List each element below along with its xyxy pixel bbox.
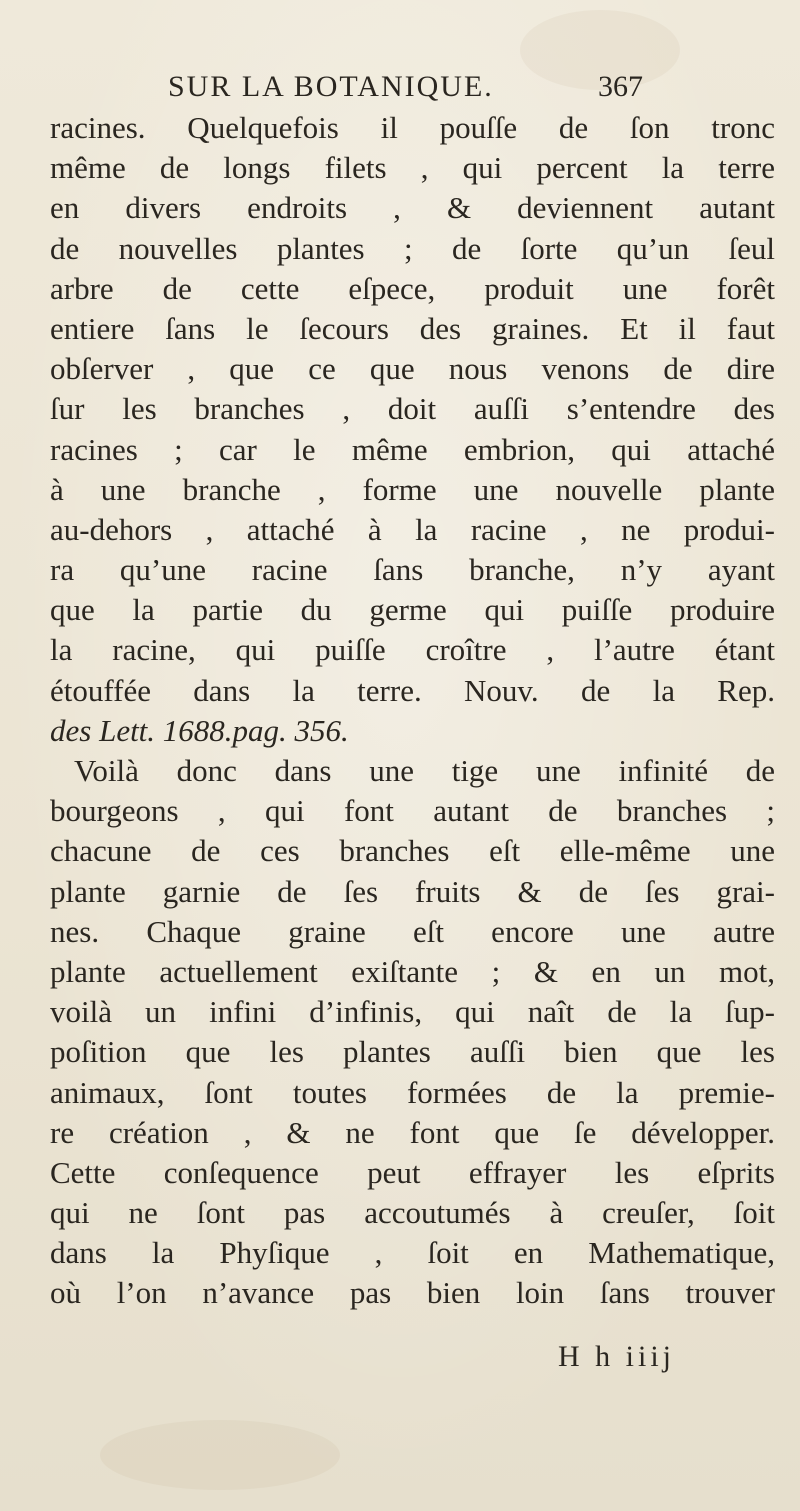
- text-line: ſur les branches , doit auſſi s’entendre des: [50, 391, 775, 427]
- text-line: nes. Chaque graine eſt encore une autre: [50, 913, 775, 949]
- running-head: [0, 70, 800, 110]
- text-line: qui ne ſont pas accoutumés à creuſer, ſoit: [50, 1195, 775, 1231]
- text-line: même de longs filets , qui percent la terre: [50, 150, 775, 186]
- text-line: bourgeons , qui font autant de branches ;: [50, 793, 775, 829]
- text-line: obſerver , que ce que nous venons de dire: [50, 351, 775, 387]
- text-line: racines ; car le même embrion, qui attaché: [50, 431, 775, 467]
- text-line: poſition que les plantes auſſi bien que les: [50, 1034, 775, 1070]
- text-line: que la partie du germe qui puiſſe produire: [50, 592, 775, 628]
- text-line: de nouvelles plantes ; de ſorte qu’un ſeul: [50, 230, 775, 266]
- running-title: SUR LA BOTANIQUE.: [168, 70, 494, 103]
- text-line: dans la Phyſique , ſoit en Mathematique,: [50, 1235, 775, 1271]
- signature-mark: H h iiij: [558, 1340, 676, 1373]
- text-line: à une branche , forme une nouvelle plante: [50, 471, 775, 507]
- text-line: plante garnie de ſes fruits & de ſes grai-: [50, 873, 775, 909]
- text-line: des Lett. 1688.pag. 356.: [50, 712, 349, 748]
- page-number: 367: [598, 70, 643, 103]
- text-line: animaux, ſont toutes formées de la premie-: [50, 1074, 775, 1110]
- text-line: la racine, qui puiſſe croître , l’autre étant: [50, 632, 775, 668]
- text-line: voilà un infini d’infinis, qui naît de la ſup-: [50, 994, 775, 1030]
- text-line: plante actuellement exiſtante ; & en un mot,: [50, 953, 775, 989]
- text-line: étouffée dans la terre. Nouv. de la Rep.: [50, 672, 775, 708]
- text-line: Voilà donc dans une tige une infinité de: [74, 753, 775, 788]
- body-text: [50, 108, 775, 1314]
- text-line: chacune de ces branches eſt elle-même une: [50, 833, 775, 869]
- text-line: ra qu’une racine ſans branche, n’y ayant: [50, 552, 775, 588]
- text-line: racines. Quelquefois il pouſſe de ſon tronc: [50, 110, 775, 145]
- text-line: Cette conſequence peut effrayer les eſprits: [50, 1154, 775, 1190]
- text-line: re création , & ne font que ſe développer.: [50, 1114, 775, 1150]
- text-line: en divers endroits , & deviennent autant: [50, 190, 775, 226]
- text-line: où l’on n’avance pas bien loin ſans trouver: [50, 1275, 775, 1311]
- text-line: entiere ſans le ſecours des graines. Et il faut: [50, 310, 775, 346]
- paper-stain: [100, 1420, 340, 1490]
- text-line: au-dehors , attaché à la racine , ne produi-: [50, 511, 775, 547]
- text-line: arbre de cette eſpece, produit une forêt: [50, 270, 775, 306]
